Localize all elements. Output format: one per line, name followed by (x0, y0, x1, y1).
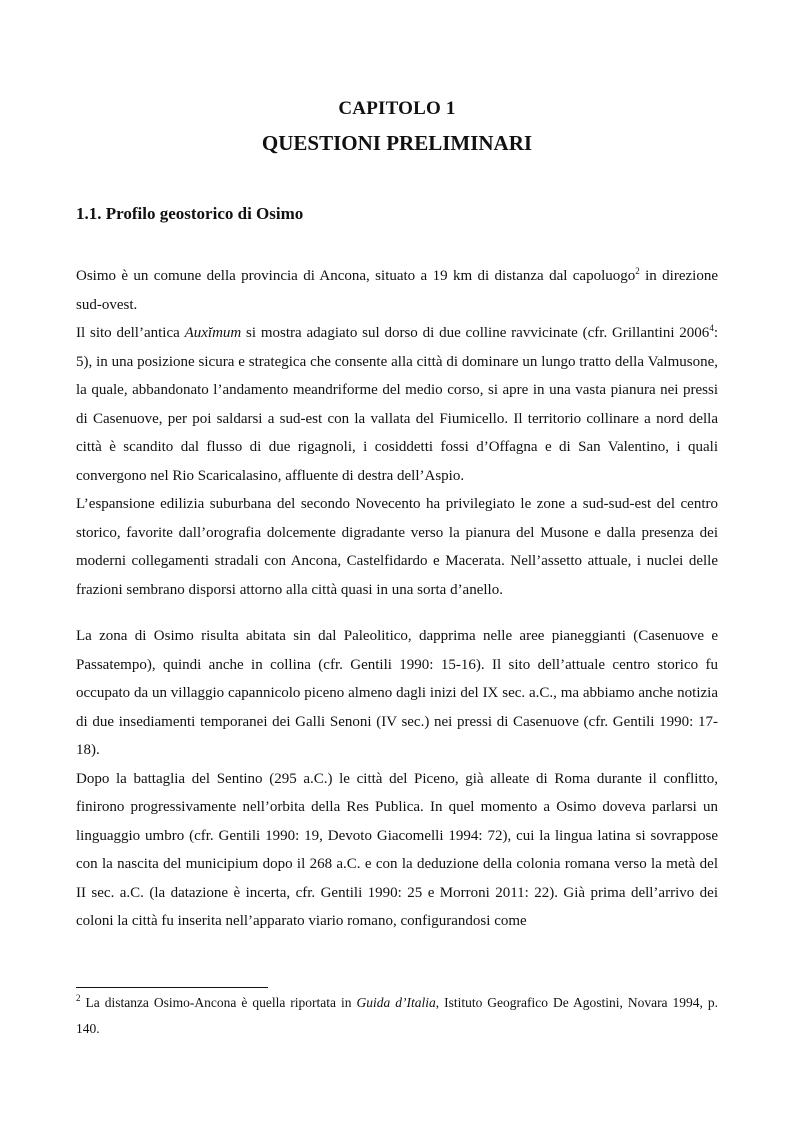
chapter-label (0, 98, 794, 120)
latin-name: Auxĭmum (184, 325, 242, 341)
body-block-first (76, 262, 718, 604)
paragraph-2: Il sito dell’antica Auxĭmum si mostra adagiato sul dorso di due colline ravvicinate (cfr. Grillantini 2006$^4$: 5), in una posizione sicura e strategica che consente alla città di dominare un lungo tratto della Valmusone, la quale, abbandonato l’andamento meandriforme del medio corso, si apre in una vasta pianura nei pressi di Casenuove, per poi saldarsi a sud-est con la vallata del Fiumicello. Il territorio collinare a nord della città è scandito dal flusso di due rigagnoli, i cosiddetti fossi d’Offagna e di San Valentino, i quali convergono nel Rio Scaricalasino, affluente di destra dell’Aspio. (76, 323, 718, 484)
paragraph-3: L’espansione edilizia suburbana del secondo Novecento ha privilegiato le zone a sud-sud-est del centro storico, favorite dall’orografia dolcemente digradante verso la pianura del Musone e dalla presenza dei moderni collegamenti stradali con Ancona, Castelfidardo e Macerata. Nell’assetto attuale, i nuclei delle frazioni sembrano disporsi attorno alla città quasi in una sorta d’anello. (76, 496, 718, 598)
paragraph-4: La zona di Osimo risulta abitata sin dal Paleolitico, dapprima nelle aree pianeggianti (Casenuove e Passatempo), quindi anche in collina (cfr. Gentili 1990: 15-16). Il sito dell’attuale centro storico fu occupato da un villaggio capannicolo piceno almeno dagli inizi del IX sec. a.C., ma abbiamo anche notizia di due insediamenti temporanei dei Galli Senoni (IV sec.) nei pressi di Casenuove (cfr. Gentili 1990: 17-18). (76, 628, 718, 758)
chapter-title: QUESTIONI PRELIMINARI (261, 131, 533, 155)
citation-superscript: 4 (709, 323, 714, 333)
footnote-marker: 2 (76, 993, 81, 1003)
footnote-ref[interactable]: 2 (635, 266, 640, 276)
footnote-divider (76, 987, 268, 988)
footnote-book-title: Guida d’Italia (356, 995, 436, 1010)
paragraph-5: Dopo la battaglia del Sentino (295 a.C.) le città del Piceno, già alleate di Roma durante il conflitto, finirono progressivamente nell’orbita della Res Publica. In quel momento a Osimo doveva parlarsi un linguaggio umbro (cfr. Gentili 1990: 19, Devoto Giacomelli 1994: 72), cui la lingua latina si sovrappose con la nascita del municipium dopo il 268 a.C. e con la deduzione della colonia romana verso la metà del II sec. a.C. (la datazione è incerta, cfr. Gentili 1990: 25 e Morroni 2011: 22). Già prima dell’arrivo dei coloni la città fu inserita nell’apparato viario romano, configurandosi come (76, 770, 718, 929)
chapter-number: 1 (445, 98, 456, 119)
paragraph-1: Osimo è un comune della provincia di Ancona, situato a 19 km di distanza dal capoluogo$^2$ in direzione sud-ovest. (76, 266, 718, 313)
footnote: $^2$ La distanza Osimo-Ancona è quella riportata in Guida d’Italia, Istituto Geografico De Agostini, Novara 1994, p. 140. (76, 993, 719, 1036)
chapter-label-first-letter: C (338, 98, 353, 119)
body-block-second (76, 622, 718, 936)
chapter-label-rest: APITOLO (352, 98, 441, 119)
section-heading: 1.1. Profilo geostorico di Osimo (76, 204, 304, 223)
